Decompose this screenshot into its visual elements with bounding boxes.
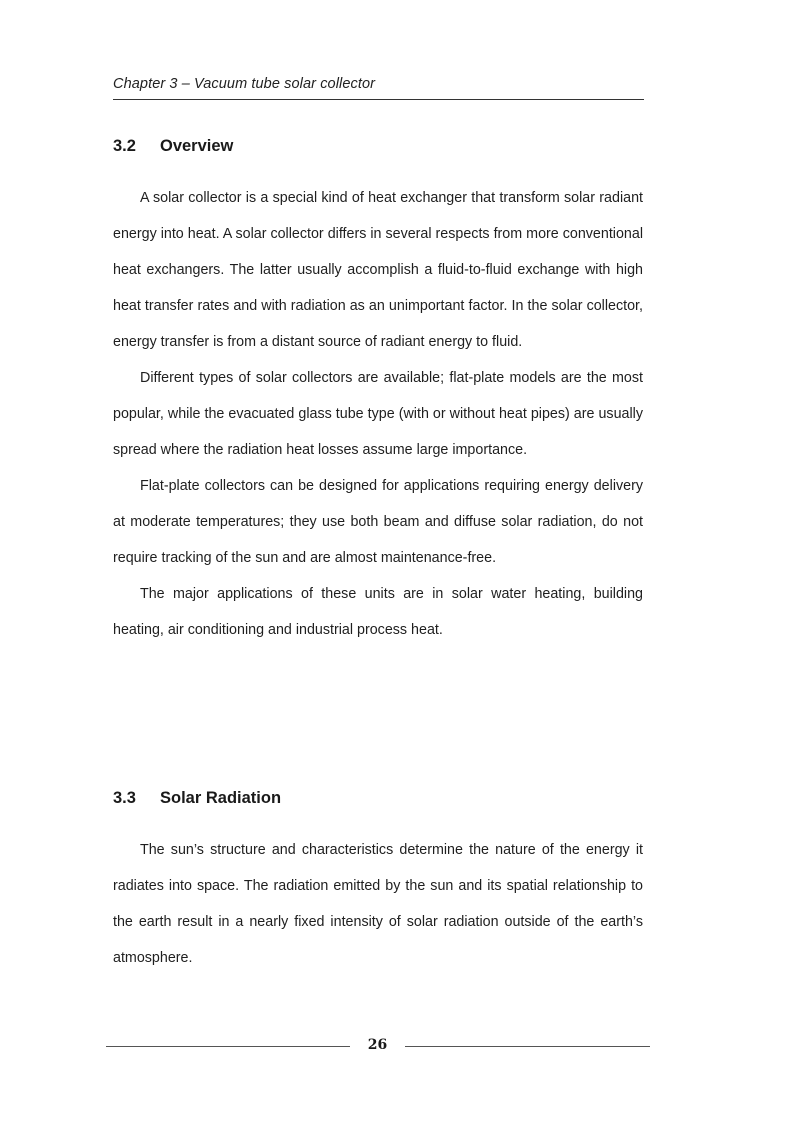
footer-rule-left	[106, 1046, 350, 1047]
footer-rule-right	[405, 1046, 650, 1047]
paragraph: The sun’s structure and characteristics determine the nature of the energy it radiates into space. The radiation emitted by the sun and its spatial relationship to the earth result in a nearly fixed intensity of solar radiation outside of the earth’s atmosphere.	[113, 842, 643, 966]
paragraph: Flat-plate collectors can be designed for applications requiring energy delivery at moderate temperatures; they use both beam and diffuse solar radiation, do not require tracking of the sun and are almost maintenance-free.	[113, 478, 643, 566]
section-number: 3.2	[113, 137, 136, 155]
paragraph: A solar collector is a special kind of heat exchanger that transform solar radiant energy into heat. A solar collector differs in several respects from more conventional heat exchangers. The latter usually accomplish a fluid-to-fluid exchange with high heat transfer rates and with radiation as an unimportant factor. In the solar collector, energy transfer is from a distant source of radiant energy to fluid.	[113, 190, 643, 350]
paragraph: The major applications of these units are in solar water heating, building heating, air conditioning and industrial process heat.	[113, 586, 643, 638]
section-heading-solar-radiation	[113, 789, 644, 808]
section-title: Overview	[160, 137, 234, 155]
section-number: 3.3	[113, 789, 136, 807]
page-number: 26	[367, 1037, 388, 1053]
overview-body	[113, 180, 643, 648]
running-header: Chapter 3 – Vacuum tube solar collector	[113, 76, 376, 92]
section-heading-overview	[113, 137, 644, 156]
section-title: Solar Radiation	[160, 789, 282, 807]
solar-radiation-body	[113, 832, 643, 976]
paragraph: Different types of solar collectors are available; flat-plate models are the most popular, while the evacuated glass tube type (with or without heat pipes) are usually spread where the radiation heat losses assume large importance.	[113, 370, 643, 458]
header-rule	[113, 99, 644, 100]
